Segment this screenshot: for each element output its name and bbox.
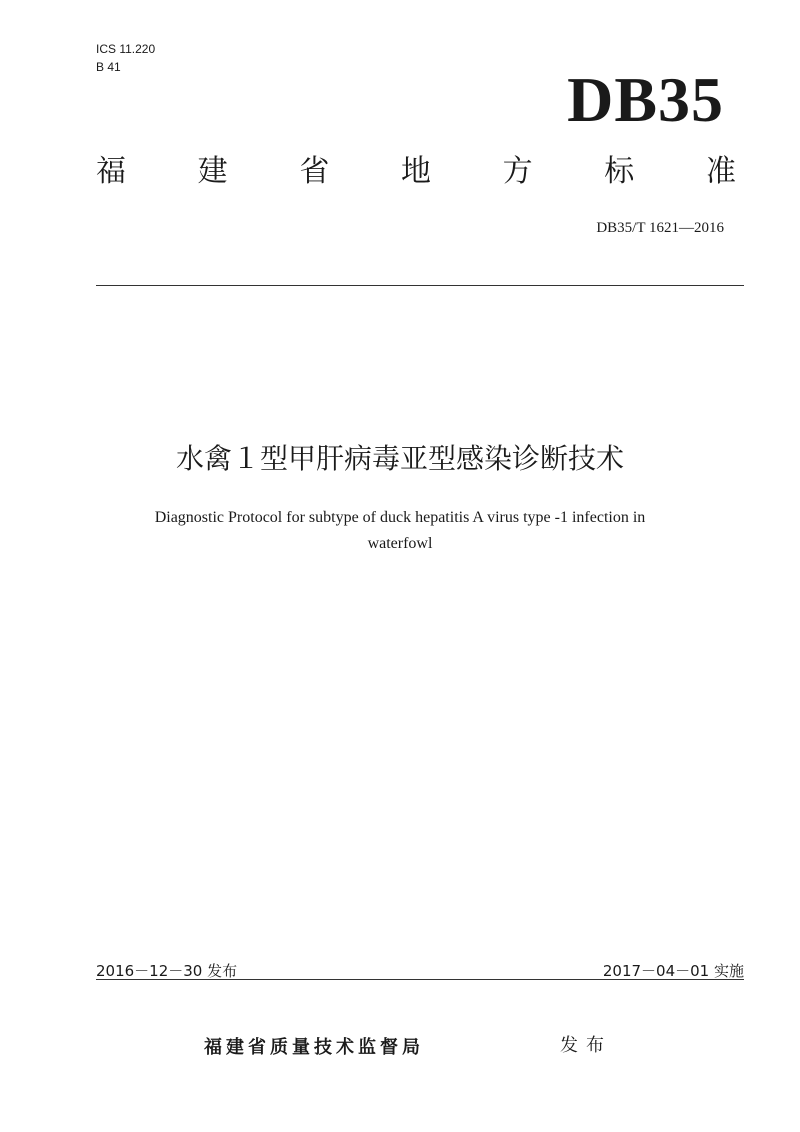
issue-date: 2016－12－30 发布 — [96, 962, 238, 980]
standard-type-char: 省 — [299, 154, 330, 189]
title-en-line: Diagnostic Protocol for subtype of duck hepatitis A virus type -1 infection in — [154, 509, 646, 526]
ics-code: ICS 11.220 — [96, 42, 156, 56]
title-en-line: waterfowl — [367, 535, 433, 552]
implementation-date: 2017－04－01 实施 — [602, 962, 744, 980]
issuing-authority: 福建省质量技术监督局 — [204, 1037, 424, 1058]
document-title-en — [100, 505, 700, 557]
footer-divider — [96, 979, 744, 980]
standard-type-title — [96, 154, 736, 189]
classification-codes — [96, 40, 155, 76]
header-divider — [96, 285, 744, 286]
standard-type-char: 建 — [197, 154, 228, 189]
standard-type-char: 准 — [705, 154, 736, 189]
document-title-cn: 水禽１型甲肝病毒亚型感染诊断技术 — [175, 442, 624, 475]
standard-type-char: 地 — [400, 154, 431, 189]
standard-number: DB35/T 1621—2016 — [596, 220, 724, 236]
ccs-code: B 41 — [96, 60, 121, 74]
standard-type-char: 福 — [96, 154, 126, 189]
standard-type-char: 标 — [604, 154, 635, 189]
standard-logo: DB35 — [567, 64, 724, 135]
standard-type-char: 方 — [502, 154, 533, 189]
issue-label: 发布 — [560, 1035, 612, 1056]
